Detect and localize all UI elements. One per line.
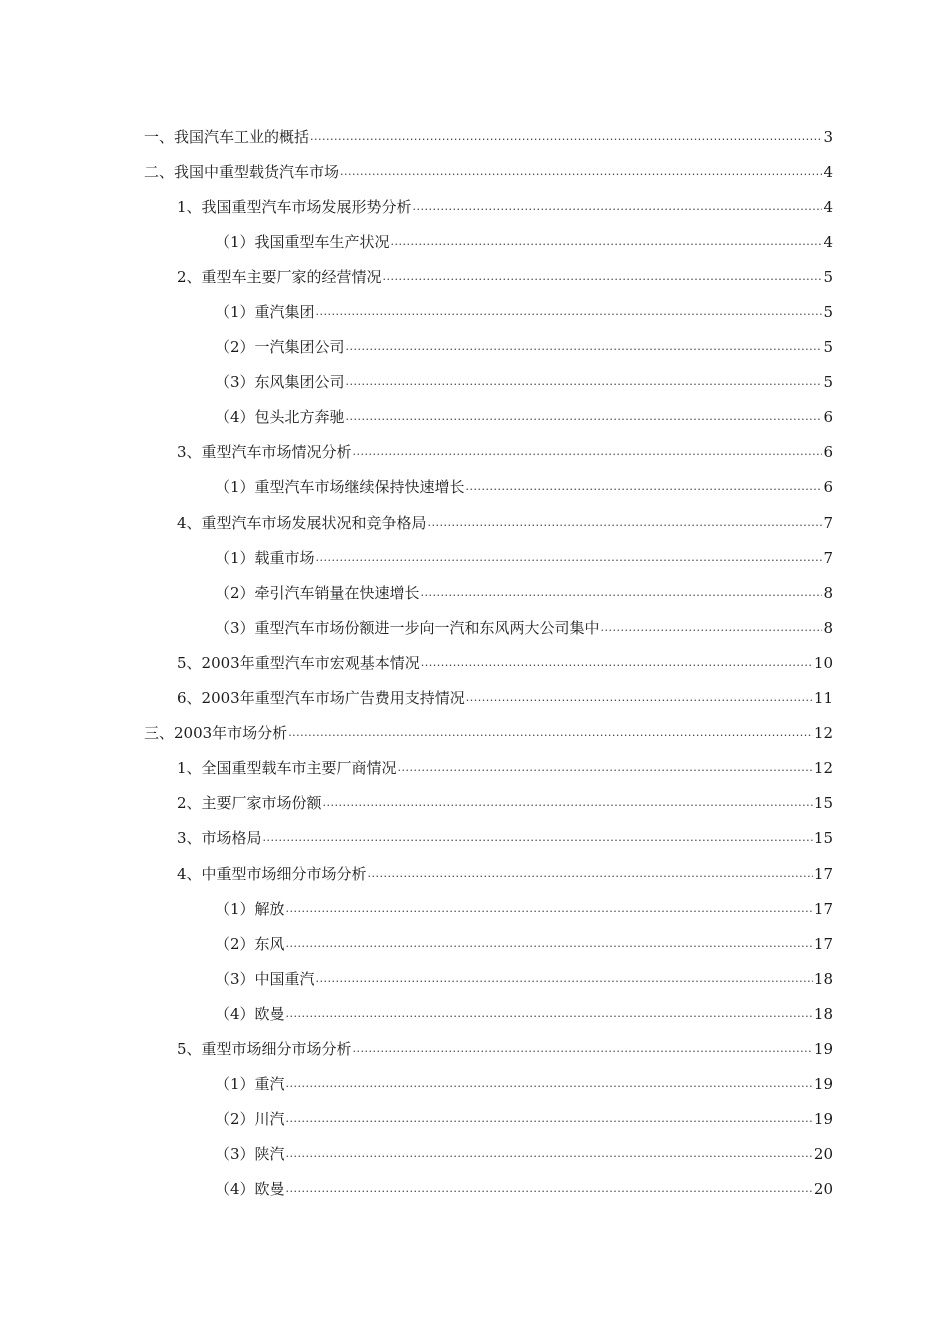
toc-dot-leader [286,1171,813,1206]
toc-entry-title: （3）东风集团公司 [215,373,345,392]
toc-entry-page-number: 5 [823,267,833,286]
toc-entry-title: （2）川汽 [215,1110,285,1129]
toc-entry-inner [144,716,833,752]
toc-entry-page-number: 20 [813,1145,833,1164]
toc-dot-leader [316,540,823,575]
toc-entry-inner [215,997,833,1033]
toc-entry[interactable] [0,436,950,471]
toc-dot-leader [413,189,823,224]
toc-entry-title: （2）一汽集团公司 [215,338,345,357]
toc-dot-leader [346,329,823,364]
toc-entry-inner [177,435,833,471]
toc-entry[interactable] [0,682,950,717]
toc-dot-leader [466,469,823,504]
toc-entry-title: （1）我国重型车生产状况 [215,232,390,251]
toc-entry[interactable] [0,190,950,225]
toc-entry-title: 4、中重型市场细分市场分析 [177,864,367,883]
toc-entry-title: 2、重型车主要厂家的经营情况 [177,267,382,286]
toc-entry-inner [215,1172,833,1208]
toc-dot-leader [286,1136,813,1171]
toc-entry-title: （1）载重市场 [215,548,315,567]
toc-entry[interactable] [0,857,950,892]
toc-entry-title: （3）重型汽车市场份额进一步向一汽和东风两大公司集中 [215,618,600,637]
toc-dot-leader [353,1031,813,1066]
toc-entry-page-number: 4 [823,162,833,181]
toc-entry-page-number: 12 [813,759,833,778]
toc-entry-page-number: 3 [823,127,833,146]
toc-entry-inner [215,892,833,928]
toc-entry-page-number: 4 [823,197,833,216]
toc-entry-title: 6、2003年重型汽车市场广告费用支持情况 [177,689,465,708]
toc-entry-title: 1、全国重型载车市主要厂商情况 [177,759,397,778]
toc-dot-leader [398,750,813,785]
toc-entry-page-number: 18 [813,1004,833,1023]
toc-entry-title: （1）重汽集团 [215,303,315,322]
toc-entry-inner [177,857,833,893]
toc-entry-page-number: 7 [823,513,833,532]
toc-dot-leader [383,259,823,294]
toc-entry[interactable] [0,997,950,1032]
toc-entry-inner [177,1032,833,1068]
table-of-contents [0,120,950,1208]
toc-entry-title: 二、我国中重型载货汽车市场 [144,162,340,181]
toc-entry-inner [215,1067,833,1103]
toc-entry-title: 三、2003年市场分析 [144,724,288,743]
toc-entry-title: 3、市场格局 [177,829,262,848]
toc-entry[interactable] [0,927,950,962]
toc-entry-page-number: 17 [813,934,833,953]
toc-dot-leader [346,399,823,434]
toc-entry[interactable] [0,892,950,927]
toc-entry-page-number: 15 [813,829,833,848]
toc-entry-inner [144,155,833,191]
toc-entry[interactable] [0,401,950,436]
toc-entry-page-number: 7 [823,548,833,567]
toc-dot-leader [323,785,813,820]
toc-dot-leader [316,961,813,996]
toc-entry-page-number: 8 [823,583,833,602]
toc-entry-inner [215,295,833,331]
toc-entry-inner [215,1137,833,1173]
toc-entry-title: 1、我国重型汽车市场发展形势分析 [177,197,412,216]
toc-entry[interactable] [0,1032,950,1067]
toc-entry-title: （2）东风 [215,934,285,953]
toc-entry-title: （1）重汽 [215,1075,285,1094]
toc-entry-inner [177,260,833,296]
toc-entry[interactable] [0,506,950,541]
toc-entry-title: （1）解放 [215,899,285,918]
toc-entry-inner [215,225,833,261]
toc-entry-inner [215,927,833,963]
toc-dot-leader [286,1101,813,1136]
toc-entry[interactable] [0,260,950,295]
toc-entry[interactable] [0,1068,950,1103]
toc-entry-title: （2）牵引汽车销量在快速增长 [215,583,420,602]
toc-entry-page-number: 6 [823,443,833,462]
toc-entry-page-number: 5 [823,303,833,322]
toc-entry-page-number: 6 [823,408,833,427]
toc-entry-page-number: 20 [813,1180,833,1199]
toc-entry[interactable] [0,962,950,997]
toc-entry-page-number: 10 [813,653,833,672]
toc-entry[interactable] [0,120,950,155]
toc-entry-title: 一、我国汽车工业的概括 [144,127,310,146]
toc-entry[interactable] [0,1103,950,1138]
toc-entry[interactable] [0,155,950,190]
toc-entry-page-number: 15 [813,794,833,813]
toc-entry[interactable] [0,611,950,646]
toc-entry-inner [215,576,833,612]
toc-entry-inner [177,786,833,822]
toc-entry[interactable] [0,366,950,401]
toc-dot-leader [421,645,813,680]
toc-entry-inner [177,190,833,226]
toc-entry-title: 5、2003年重型汽车市宏观基本情况 [177,653,420,672]
toc-entry-title: （4）欧曼 [215,1180,285,1199]
toc-entry-inner [215,330,833,366]
toc-dot-leader [288,715,813,750]
toc-entry-title: （4）欧曼 [215,1004,285,1023]
toc-entry-title: 4、重型汽车市场发展状况和竞争格局 [177,513,427,532]
toc-entry[interactable] [0,717,950,752]
toc-dot-leader [466,680,813,715]
toc-entry-inner [215,541,833,577]
toc-entry[interactable] [0,1173,950,1208]
toc-entry-inner [215,962,833,998]
toc-entry[interactable] [0,225,950,260]
toc-entry-page-number: 12 [813,724,833,743]
toc-entry-page-number: 11 [813,689,833,708]
toc-entry-inner [215,365,833,401]
toc-dot-leader [428,505,823,540]
toc-entry[interactable] [0,295,950,330]
toc-entry-inner [144,120,833,156]
toc-dot-leader [263,820,813,855]
toc-dot-leader [286,891,813,926]
toc-dot-leader [391,224,823,259]
toc-entry-page-number: 6 [823,478,833,497]
toc-entry-title: 2、主要厂家市场份额 [177,794,322,813]
toc-dot-leader [353,434,823,469]
toc-entry-page-number: 19 [813,1075,833,1094]
toc-entry-title: （1）重型汽车市场继续保持快速增长 [215,478,465,497]
toc-entry-inner [215,470,833,506]
toc-entry-page-number: 8 [823,618,833,637]
toc-dot-leader [340,154,822,189]
toc-entry-inner [177,751,833,787]
toc-entry[interactable] [0,541,950,576]
toc-entry-inner [177,506,833,542]
toc-entry-page-number: 17 [813,899,833,918]
toc-entry-page-number: 4 [823,232,833,251]
toc-dot-leader [286,926,813,961]
toc-entry-inner [177,681,833,717]
toc-entry-inner [215,400,833,436]
toc-entry[interactable] [0,1138,950,1173]
toc-entry[interactable] [0,822,950,857]
toc-entry-inner [177,821,833,857]
toc-entry-title: （4）包头北方奔驰 [215,408,345,427]
toc-dot-leader [316,294,823,329]
toc-entry[interactable] [0,752,950,787]
toc-entry-inner [215,611,833,647]
toc-entry[interactable] [0,576,950,611]
toc-dot-leader [421,575,823,610]
toc-entry[interactable] [0,787,950,822]
toc-entry[interactable] [0,471,950,506]
toc-entry-page-number: 19 [813,1039,833,1058]
toc-entry-inner [215,1102,833,1138]
toc-dot-leader [286,996,813,1031]
toc-entry-page-number: 5 [823,338,833,357]
toc-dot-leader [601,610,823,645]
toc-entry-page-number: 5 [823,373,833,392]
toc-entry-title: （3）中国重汽 [215,969,315,988]
toc-dot-leader [310,119,822,154]
toc-entry[interactable] [0,646,950,681]
toc-entry-title: 5、重型市场细分市场分析 [177,1039,352,1058]
toc-entry[interactable] [0,331,950,366]
toc-entry-title: （3）陕汽 [215,1145,285,1164]
toc-entry-page-number: 17 [813,864,833,883]
toc-dot-leader [286,1066,813,1101]
toc-entry-title: 3、重型汽车市场情况分析 [177,443,352,462]
toc-entry-page-number: 18 [813,969,833,988]
toc-dot-leader [346,364,823,399]
toc-dot-leader [368,856,813,891]
toc-entry-inner [177,646,833,682]
toc-entry-page-number: 19 [813,1110,833,1129]
